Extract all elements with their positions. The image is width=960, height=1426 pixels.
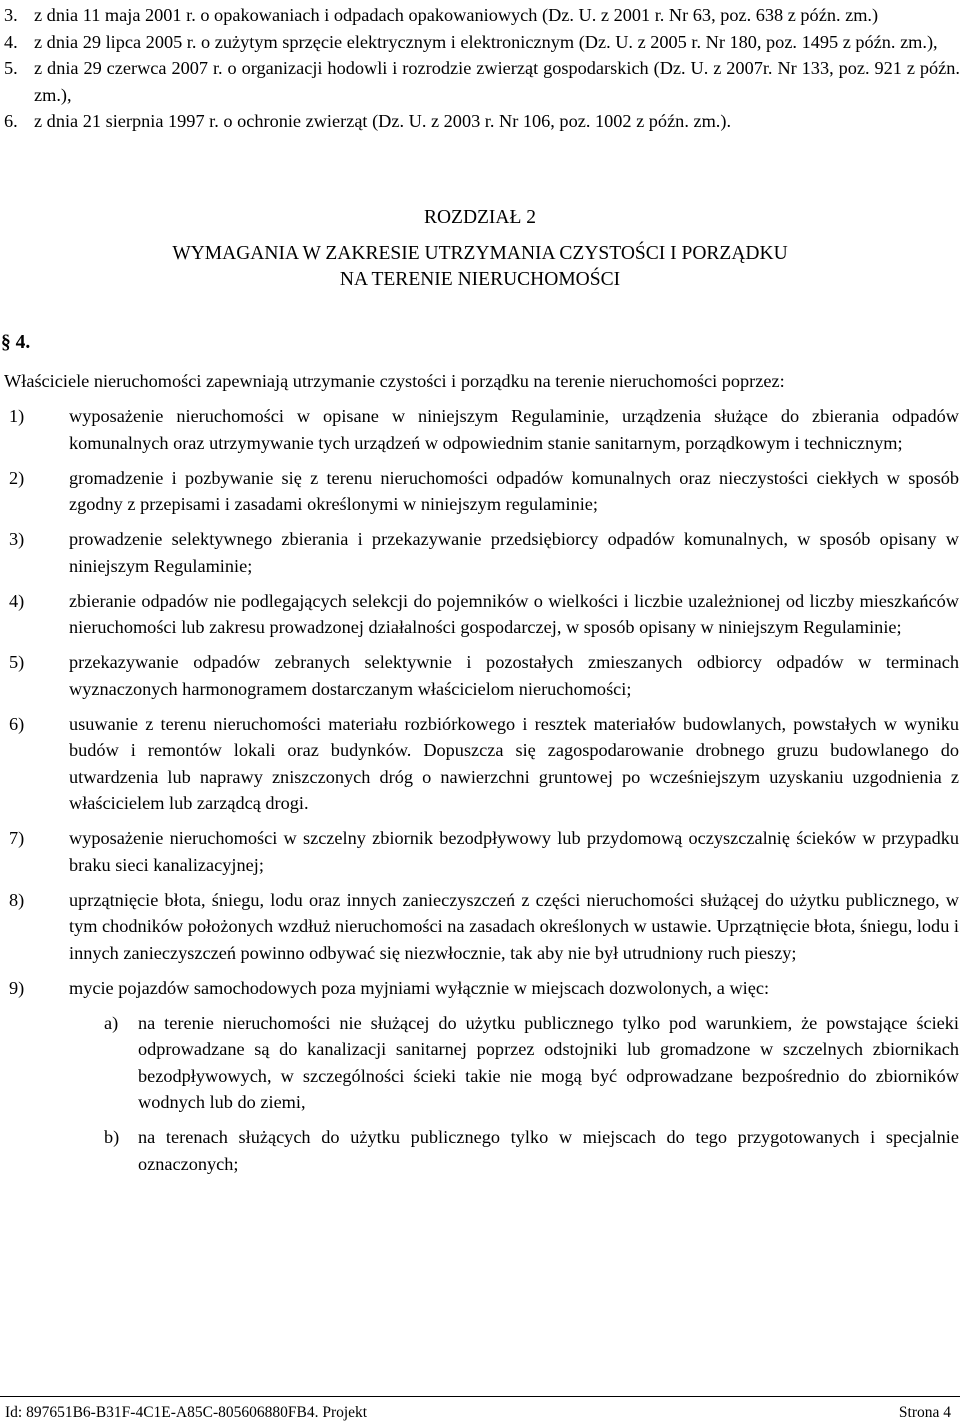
list-item-text: mycie pojazdów samochodowych poza myjniami wyłącznie w miejscach dozwolonych, a więc: xyxy=(69,977,770,998)
chapter-title-line: WYMAGANIA W ZAKRESIE UTRZYMANIA CZYSTOŚCI I PORZĄDKU xyxy=(172,243,788,264)
sub-list-item-letter: b) xyxy=(104,1127,120,1147)
act-list-text: z dnia 21 sierpnia 1997 r. o ochronie zwierząt (Dz. U. z 2003 r. Nr 106, poz. 1002 z późn. zm.). xyxy=(34,111,732,131)
list-item xyxy=(0,975,960,1002)
footer-page-number: Strona 4 xyxy=(898,1404,951,1421)
chapter-title-line: NA TERENIE NIERUCHOMOŚCI xyxy=(339,269,621,290)
act-list-number: 4. xyxy=(4,31,18,52)
sub-list-item xyxy=(0,1124,960,1177)
list-item xyxy=(0,465,960,518)
list-item-number: 9) xyxy=(9,977,25,998)
paragraph-heading xyxy=(1,332,30,354)
act-list-number: 6. xyxy=(4,111,18,131)
paragraph-intro: Właściciele nieruchomości zapewniają utrzymanie czystości i porządku na terenie nieruchomości poprzez: xyxy=(4,371,785,391)
list-item xyxy=(0,887,960,967)
sub-list-item-letter: a) xyxy=(104,1012,119,1033)
sub-list-item-text: na terenach służących do użytku publicznego tylko w miejscach do tego przygotowanych i specjalnie oznaczonych; xyxy=(138,1127,959,1174)
list-item-text: zbieranie odpadów nie podlegających selekcji do pojemników o wielkości i liczbie uzależnionej od liczby mieszkańców nieruchomości lub zakresu prowadzonej działalności gospodarczej, w sposób opisany w niniejszym Regulaminie; xyxy=(69,590,959,637)
list-item xyxy=(0,711,960,817)
list-item-text: prowadzenie selektywnego zbierania i przekazywanie przedsiębiorcy odpadów komunalnych, w sposób opisany w niniejszym Regulaminie; xyxy=(69,529,959,576)
obligations-list xyxy=(0,403,960,1186)
list-item xyxy=(0,588,960,641)
list-item-text: wyposażenie nieruchomości w szczelny zbiornik bezodpływowy lub przydomową oczyszczalnię ścieków w przypadku braku sieci kanalizacyjnej; xyxy=(69,828,959,875)
act-list-item xyxy=(0,55,960,108)
list-item-number: 4) xyxy=(9,590,25,611)
act-list-item xyxy=(0,29,960,56)
footer-document-id: Id: 897651B6-B31F-4C1E-A85C-805606880FB4. Projekt xyxy=(5,1404,368,1421)
sub-list-item xyxy=(0,1010,960,1116)
chapter-number: ROZDZIAŁ 2 xyxy=(423,207,537,228)
list-item-number: 3) xyxy=(9,529,25,549)
list-item-number: 2) xyxy=(9,467,25,488)
list-item-text: przekazywanie odpadów zebranych selektywnie i pozostałych zmieszanych odbiorcy odpadów w terminach wyznaczonych harmonogramem dostarczanym właścicielom nieruchomości; xyxy=(69,652,959,699)
list-item xyxy=(0,825,960,878)
act-list-item xyxy=(0,2,960,29)
list-item-number: 5) xyxy=(9,652,25,672)
act-list-text: z dnia 29 czerwca 2007 r. o organizacji hodowli i rozrodzie zwierząt gospodarskich (Dz. U. z 2007r. Nr 133, poz. 921 z późn. zm.), xyxy=(34,58,960,105)
list-item-text: usuwanie z terenu nieruchomości materiału rozbiórkowego i resztek materiałów budowlanych, powstałych w wyniku budów i remontów lokali oraz budynków. Dopuszcza się zagospodarowanie drobnego gruzu budowlanego do utwardzenia lub naprawy zniszczonych dróg o nawierzchni gruntowej po wcześniejszym uzyskaniu uzgodnienia z właścicielem lub zarządcą drogi. xyxy=(69,713,959,813)
list-item xyxy=(0,649,960,702)
chapter-title xyxy=(0,241,960,293)
act-list xyxy=(0,2,960,135)
act-list-text: z dnia 11 maja 2001 r. o opakowaniach i odpadach opakowaniowych (Dz. U. z 2001 r. Nr 63, poz. 638 z późn. zm.) xyxy=(34,5,879,25)
paragraph-number: 4. xyxy=(15,332,31,353)
footer-divider xyxy=(0,1396,960,1397)
list-item-text: wyposażenie nieruchomości w opisane w niniejszym Regulaminie, urządzenia służące do zbierania odpadów komunalnych oraz utrzymywanie tych urządzeń w odpowiednim stanie sanitarnym, porządkowym i technicznym; xyxy=(69,406,959,453)
sub-list-item-text: na terenie nieruchomości nie służącej do użytku publicznego tylko pod warunkiem, że powstające ścieki odprowadzane są do kanalizacji sanitarnej poprzez odstojniki lub gromadzone w szczelnych zbiornikach bezodpływowych, w szczególności ścieki takie nie mogą być odprowadzane bezpośrednio do zbiorników wodnych lub do ziemi, xyxy=(138,1012,959,1112)
list-item-text: gromadzenie i pozbywanie się z terenu nieruchomości odpadów komunalnych oraz nieczystości ciekłych w sposób zgodny z przepisami i zasadami określonymi w niniejszym regulaminie; xyxy=(69,467,959,514)
list-item-number: 8) xyxy=(9,889,25,910)
list-item-number: 7) xyxy=(9,828,25,848)
act-list-text: z dnia 29 lipca 2005 r. o zużytym sprzęcie elektrycznym i elektronicznym (Dz. U. z 2005 r. Nr 180, poz. 1495 z późn. zm.), xyxy=(34,31,938,52)
act-list-number: 5. xyxy=(4,58,18,78)
list-item-number: 6) xyxy=(9,713,25,734)
list-item-number: 1) xyxy=(9,406,25,426)
act-list-item xyxy=(0,108,960,135)
list-item xyxy=(0,526,960,579)
list-item-text: uprzątnięcie błota, śniegu, lodu oraz innych zanieczyszczeń z części nieruchomości służącej do użytku publicznego, w tym chodników położonych wzdłuż nieruchomości na zasadach określonych w ustawie. Uprzątnięcie błota, śniegu, lodu i innych zanieczyszczeń powinno odbywać się niezwłocznie, tak aby nie był utrudniony ruch pieszy; xyxy=(69,889,959,963)
section-sign-icon: § xyxy=(1,332,11,353)
act-list-number: 3. xyxy=(4,5,18,25)
list-item xyxy=(0,403,960,456)
